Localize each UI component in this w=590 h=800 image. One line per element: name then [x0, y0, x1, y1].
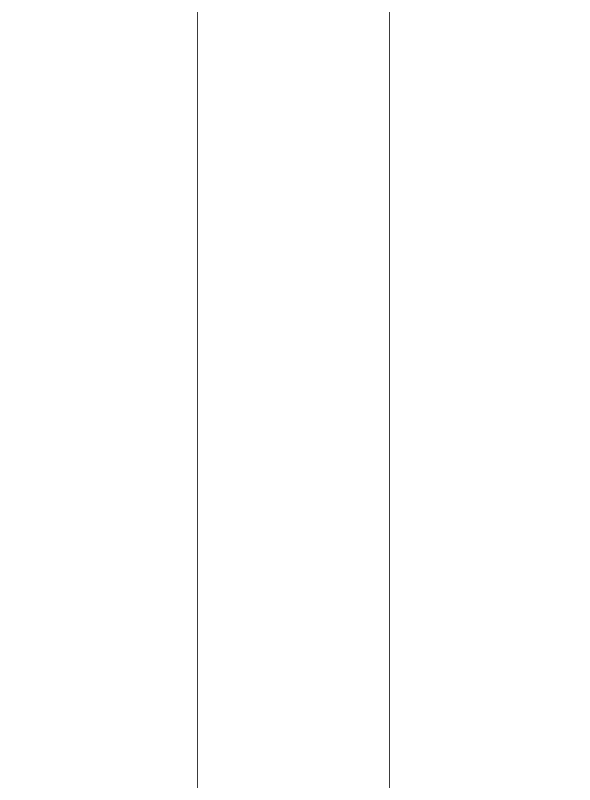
column-divider	[389, 12, 390, 788]
column-left	[8, 10, 194, 792]
column-divider	[197, 12, 198, 788]
article-body	[8, 10, 582, 792]
column-middle	[204, 10, 384, 792]
column-right	[394, 10, 582, 792]
